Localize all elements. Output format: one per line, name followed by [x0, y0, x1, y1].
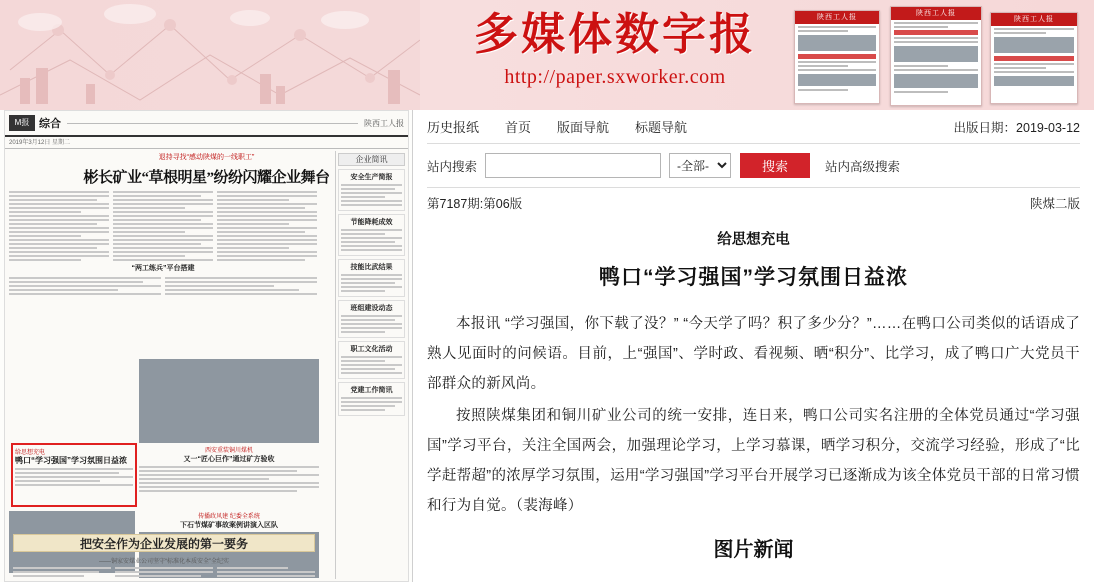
nav-page-guide[interactable]: 版面导航: [557, 120, 610, 135]
paper-thumbnail: [794, 10, 880, 104]
issue-info-row: [427, 188, 1080, 218]
newspaper-sub-headline-2: 又一“匠心巨作”通过矿方验收: [183, 456, 275, 463]
newspaper-sidebar-item-label: 班组建设动态: [350, 305, 393, 312]
issue-number: 第7187期:第06版: [427, 197, 523, 211]
newspaper-photo-machinery: [139, 359, 319, 443]
article-body: [427, 218, 1080, 562]
newspaper-highlight-kicker: 给思想充电: [15, 450, 46, 456]
masthead-divider: [67, 123, 358, 124]
article-paragraph: 本报讯 “学习强国，你下载了没？” “今天学了吗？积了多少分？”……在鸭口公司类似的话语成了熟人见面时的问候语。目前，上“强国”、学时政、看视频、晒“积分”、比学习，成了鸭口广大党员干部群众的新风尚。: [427, 316, 1080, 392]
newspaper-caption-kicker: 传播政风建 纪委全系统: [198, 514, 260, 520]
newspaper-sidebar-item-label: 安全生产简报: [350, 174, 393, 181]
search-input[interactable]: [485, 153, 661, 178]
site-url: http://paper.sxworker.com: [504, 66, 726, 88]
newspaper-sidebar-item-label: 技能比武结果: [350, 264, 393, 271]
article-paragraph: 按照陕煤集团和铜川矿业公司的统一安排，连日来，鸭口公司实名注册的全体党员通过“学习强国”学习平台，关注全国两会，加强理论学习，上学习慕课，晒学习积分，交流学习经验，形成了“比学赶帮超”的浓厚学习氛围，运用“学习强国”学习平台开展学习已逐渐成为该全体党员干部的日常习惯和行为自觉。（裴海峰）: [427, 408, 1080, 514]
main-nav: [427, 110, 1080, 144]
issue-section: 陕煤二版: [1029, 197, 1080, 211]
newspaper-preview-pane[interactable]: [0, 110, 413, 582]
newspaper-bottom-feature: [9, 530, 319, 579]
main-content: [413, 110, 1094, 582]
publication-date: 出版日期：2019-03-12: [953, 121, 1080, 135]
newspaper-logo: M报: [9, 115, 35, 131]
site-title: 多媒体数字报: [474, 10, 756, 59]
advanced-search-link[interactable]: 站内高级搜索: [825, 159, 901, 174]
newspaper-sidebar-item: [338, 341, 405, 379]
site-banner: [0, 0, 1094, 110]
newspaper-sidebar-item: [338, 382, 405, 416]
newspaper-bottom-banner: 把安全作为企业发展的第一要务: [13, 534, 315, 552]
paper-thumbnail-masthead: 陕西工人报: [991, 13, 1077, 26]
banner-decoration-art: [0, 0, 420, 110]
newspaper-page-image[interactable]: [4, 110, 409, 582]
newspaper-masthead-right: 陕西工人报: [364, 118, 404, 128]
newspaper-columns: [5, 189, 321, 263]
search-button[interactable]: 搜索: [740, 153, 810, 178]
search-bar: [427, 144, 1080, 188]
next-article-title: 图片新闻: [713, 539, 794, 561]
newspaper-section-label: 综合: [39, 118, 61, 130]
newspaper-photo2-block: [139, 445, 319, 494]
newspaper-sub-headline-1: “两工练兵”平台搭建: [131, 265, 195, 272]
newspaper-masthead: [5, 111, 408, 137]
newspaper-bottom-banner-sub: ——铜家安煤业公司坚守“标准化本质安全”全纪实: [99, 559, 229, 565]
search-label: 站内搜索: [427, 159, 478, 174]
newspaper-sidebar-item: [338, 169, 405, 211]
newspaper-subline: 2019年3月12日 星期二: [5, 137, 408, 149]
article-title: 鸭口“学习强国”学习氛围日益浓: [599, 266, 908, 289]
paper-thumbnail: [990, 12, 1078, 104]
newspaper-sub2-kicker: 西安重装铜川煤机: [204, 448, 253, 454]
newspaper-current-article-highlight[interactable]: [11, 443, 137, 507]
article-kicker: 给思想充电: [717, 232, 790, 248]
newspaper-column: [113, 189, 213, 263]
search-scope-select[interactable]: [669, 153, 731, 178]
newspaper-sidebar-item-label: 党建工作简讯: [350, 387, 393, 394]
newspaper-main-headline: 彬长矿业“草根明星”纷纷闪耀企业舞台: [83, 170, 330, 186]
nav-title-guide[interactable]: 标题导航: [635, 120, 688, 135]
paper-thumbnail-masthead: 陕西工人报: [891, 7, 981, 20]
newspaper-sidebar-item-label: 节能降耗成效: [350, 219, 393, 226]
newspaper-highlight-headline: 鸭口“学习强国”学习氛围日益浓: [15, 456, 127, 465]
paper-thumbnail-masthead: 陕西工人报: [795, 11, 879, 24]
newspaper-column: [9, 189, 109, 263]
newspaper-kicker: 退持寻找“感动陕煤的一线职工”: [158, 154, 255, 161]
newspaper-sidebar: [335, 151, 407, 579]
newspaper-sidebar-item: [338, 259, 405, 297]
banner-title-block: [430, 6, 800, 90]
banner-paper-thumbnails: [790, 2, 1090, 108]
nav-home[interactable]: 首页: [505, 120, 532, 135]
newspaper-sidebar-item: [338, 300, 405, 338]
newspaper-photo-caption: 下石节煤矿事故案例讲演入区队: [180, 522, 278, 529]
paper-thumbnail: [890, 6, 982, 106]
newspaper-column: [217, 189, 317, 263]
newspaper-sidebar-title: 企业简讯: [338, 153, 405, 166]
newspaper-sidebar-item-label: 职工文化活动: [350, 346, 393, 353]
newspaper-midsection: [5, 263, 321, 297]
newspaper-sidebar-item: [338, 214, 405, 256]
nav-history[interactable]: 历史报纸: [427, 120, 480, 135]
